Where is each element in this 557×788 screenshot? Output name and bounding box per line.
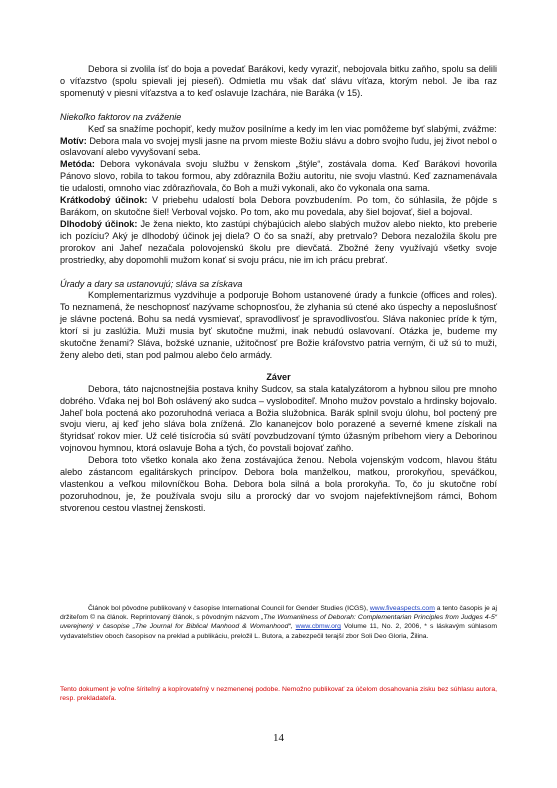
factor-text: Debora vykonávala svoju službu v ženskom „štýle“, zostávala doma. Keď Barákovi hovorila Pánovo slovo, robila to takou formou, aby zdôraznila Božiu autoritu, nie svoju vlastnú. Keď zaznamenávala tie udalosti, omnoho viac zdôrazňovala, čo Boh a muži vykonali, ako čo vykonala ona sama. [60, 159, 497, 194]
factors-intro: Keď sa snažíme pochopiť, kedy mužov posilníme a kedy im len viac pomôžeme byť slabými, zvážme: [88, 123, 497, 134]
footnote-text-3: Volume 11, No. 2, 2006, * s láskavým súhlasom vydavateľstiev oboch časopisov na preklad a publikáciu, preložil L. Butora, a zabezpečil terajší zbor Soli Deo Gloria, Žilina. [60, 623, 497, 640]
intro-paragraph: Debora si zvolila ísť do boja a povedať Barákovi, kedy vyraziť, nebojovala bitku zaňho, spolu sa delili o víťazstvo (spolu spievali jej pieseň). Odmietla mu však dať slávu víťaza, ktorým nebol. Je iba raz spomenutý v piesni víťazstva a to keď oslavuje Izachára, nie Baráka (v 15). [60, 64, 497, 98]
factor-term: Motív: [60, 135, 87, 146]
conclusion-heading: Záver [266, 371, 291, 382]
page-number: 14 [273, 732, 284, 744]
conclusion-paragraph-1: Debora, táto najcnostnejšia postava knihy Sudcov, sa stala katalyzátorom a hybnou silou pre mnoho dobrého. Vďaka nej bol Boh oslávený ako sudca – vysloboditeľ. Mnoho mužov povstalo a hrdinsky bojovalo. Jaheľ bola poctená ako pozoruhodná veriaca a Božia služobnica. Barák splnil svoju úlohu, bol poctený pre svoju vieru, aj keď jeho sláva bola znížená. Zlo kananejcov bolo porazené a severné kmene získali na štyridsať rokov mier. Už celé tisícročia sú svätí povzbudzovaní týmto úžasným príbehom viery a Deborinou vojnovou hymnou, ktorá oslavuje Boha a tých, čo povstali bojovať zaňho. [60, 383, 497, 454]
original-title: „The Womanliness of Deborah: Complementarian Principles from Judges 4-5“ uverejnený v časopise „The Journal for Biblical Manhood & Womanhood“, [60, 614, 497, 631]
body-text [60, 64, 497, 515]
factor-text: Debora mala vo svojej mysli jasne na prvom mieste Božiu slávu a dobro svojho ľudu, jej život nebol o oslavovaní alebo vyvyšovaní seba. [60, 135, 497, 158]
cbmw-link[interactable]: www.cbmw.org [295, 623, 341, 631]
factor-long-term [60, 219, 497, 267]
factor-text: Je ženа niekto, kto zastúpi chýbajúcich alebo slabých mužov alebo niekto, kto preberie ich pozíciu? Aký je dlhodobý účinok jej diela? O čo sa snaží, aby pretrvalo? Debora nezaložila školu pre prorokov ani Jaheľ nezačala polovojenskú školu pre dievčatá. Zbožné ženy využívajú všetky svoje prostriedky, aby dopomohli mužom konať si svoju prácu, nie im ich prácu prebrať. [60, 218, 497, 265]
footnote-text-1: Článok bol pôvodne publikovaný v časopise International Council for Gender Studies (ICGS), [88, 605, 370, 612]
factor-term: Dlhodobý účinok: [60, 218, 138, 229]
factor-short-term [60, 195, 497, 219]
factor-text: V priebehu udalostí bola Debora povzbudením. Po tom, čo súhlasila, že pôjde s Barákom, on skutočne šiel! Verboval vojsko. Po tom, ako mu povedala, aby šiel bojovať, šiel a bojoval. [60, 195, 497, 217]
copyright-notice: Tento dokument je voľne šíriteľný a kopírovateľný v nezmenenej podobe. Nemožno publikovať za účelom dosahovania zisku bez súhlasu autora, resp. prekladateľa. [60, 686, 497, 703]
section-heading-factors: Niekoľko faktorov na zváženie [60, 111, 182, 122]
conclusion-paragraph-2: Debora toto všetko konala ako žena zostávajúca ženou. Nebola vojenským vodcom, hlavou štátu alebo zástancom egalitárskych princípov. Debora bola manželkou, matkou, prorokyňou, speváčkou, vlastenkou a veľkou milovníčkou Boha. Debora bola silná a bola prorokyňa. To, čo ju skutočne robí pozoruhodnou, je, že používala svoju silu a prorocký dar vo svojom najefektívnejšom rámci, Bohom stvorenou cestou vlastnej ženskosti. [60, 455, 497, 513]
footnote [60, 604, 497, 641]
factor-motive [60, 136, 497, 160]
factor-method [60, 159, 497, 195]
factor-term: Metóda: [60, 159, 95, 170]
footnote-text-2: a tento časopis je aj držiteľom © na článok. Reprintovaný článok, s pôvodným názvom [60, 605, 497, 622]
fiveaspects-link[interactable]: www.fiveaspects.com [369, 605, 435, 612]
offices-paragraph: Komplementarizmus vyzdvihuje a podporuje Bohom ustanovené úrady a funkcie (offices and roles). To neznamená, že neschopnosť nazývame schopnosťou, že zlyhania sú ctené ako úspechy a neposlušnosť je slávne poctená. Bohu sa nedá vysmievať, spravodlivosť je spravodlivosťou. Sláva nakoniec príde k tým, ktorí si ju zaslúžia. Muži musia byť skutočne mužmi, inak nebudú oslavovaní. Otázka je, budeme my skutočne ženami? Sláva, božské uznanie, užitočnosť pre Božie kráľovstvo patria verným, či už sú to muži, ženy alebo deti, stan pod palmou alebo čelo armády. [60, 290, 497, 360]
section-heading-offices: Úrady a dary sa ustanovujú; sláva sa získava [60, 278, 243, 289]
factor-term: Krátkodobý účinok: [60, 195, 148, 206]
